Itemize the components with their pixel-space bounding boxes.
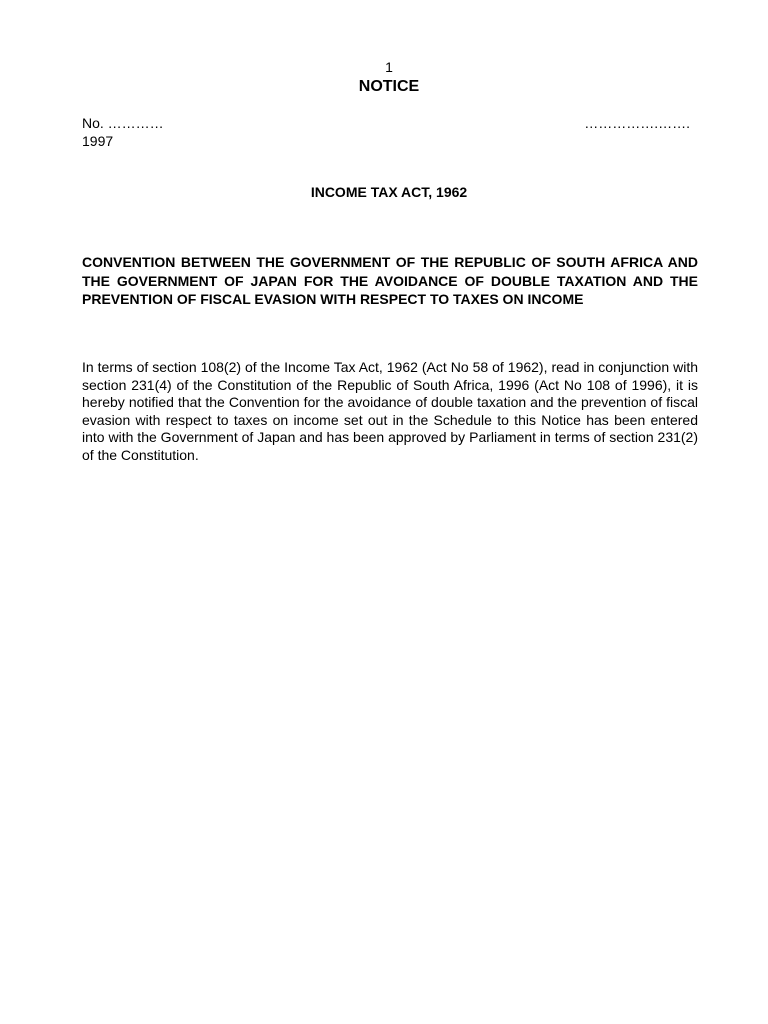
convention-title: CONVENTION BETWEEN THE GOVERNMENT OF THE REPUBLIC OF SOUTH AFRICA AND THE GOVERNMENT OF JAPAN FOR THE AVOIDANCE OF DOUBLE TAXATION AND THE PREVENTION OF FISCAL EVASION WITH RESPECT TO TAXES ON INCOME — [82, 254, 698, 307]
page-number: 1 — [385, 59, 393, 75]
notice-heading: NOTICE — [358, 78, 420, 95]
notice-year: 1997 — [82, 133, 114, 149]
notice-number: No. ………… — [82, 115, 164, 131]
act-title: INCOME TAX ACT, 1962 — [310, 184, 468, 200]
date-placeholder: …………….……. — [584, 115, 690, 131]
body-paragraph: In terms of section 108(2) of the Income Tax Act, 1962 (Act No 58 of 1962), read in conjunction with section 231(4) of the Constitution of the Republic of South Africa, 1996 (Act No 108 of 1996), it is hereby notified that the Convention for the avoidance of double taxation and the prevention of fiscal evasion with respect to taxes on income set out in the Schedule to this Notice has been entered into with the Government of Japan and has been approved by Parliament in terms of section 231(2) of the Constitution. — [82, 359, 698, 463]
notice-number-line — [82, 114, 698, 132]
